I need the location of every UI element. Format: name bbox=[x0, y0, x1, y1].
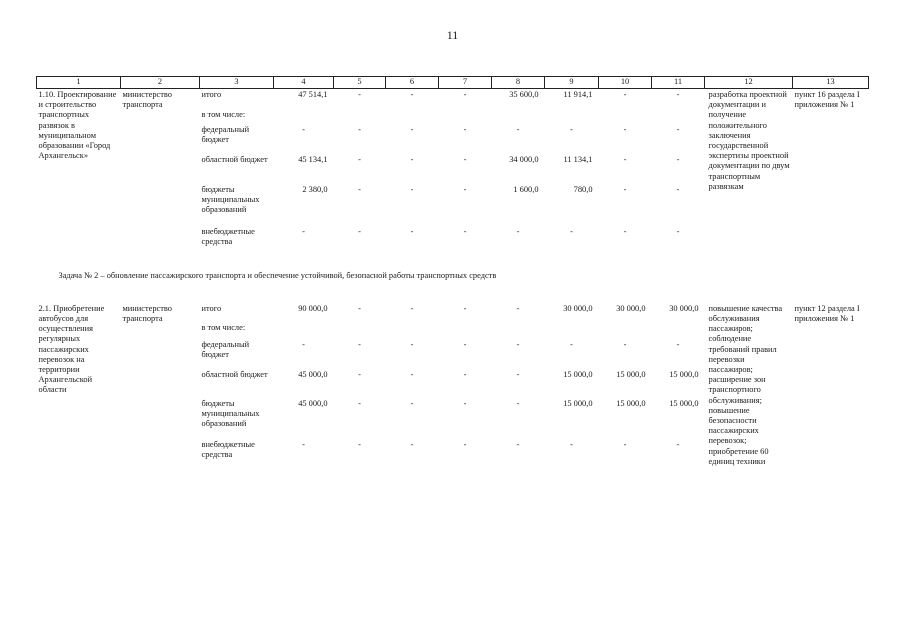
cell-value: - bbox=[463, 303, 467, 313]
cell-value: - bbox=[410, 90, 414, 99]
cell-value: - bbox=[358, 339, 361, 349]
cell-value: - bbox=[463, 339, 467, 349]
cell-value: - bbox=[516, 439, 520, 449]
cell-value bbox=[274, 110, 334, 125]
cell-value: - bbox=[410, 226, 414, 236]
cell-value: - bbox=[676, 184, 680, 194]
cell-value: - bbox=[623, 90, 627, 99]
cell-value: 780,0 bbox=[573, 184, 593, 194]
col-header-4: 4 bbox=[274, 77, 334, 89]
funding-source: федеральный бюджет bbox=[201, 124, 250, 144]
cell-value: - bbox=[302, 439, 305, 449]
cell-value: 15 000,0 bbox=[669, 369, 699, 379]
funding-source: итого bbox=[201, 303, 222, 313]
funding-source: в том числе: bbox=[201, 109, 246, 119]
cell-value: - bbox=[623, 184, 627, 194]
col-header-5: 5 bbox=[334, 77, 386, 89]
cell-value: - bbox=[302, 226, 305, 236]
table-row bbox=[37, 303, 869, 323]
task-heading-row bbox=[37, 253, 869, 303]
col-header-8: 8 bbox=[492, 77, 545, 89]
cell-value: 45 000,0 bbox=[298, 369, 328, 379]
table-row bbox=[37, 89, 869, 110]
cell-value bbox=[599, 110, 652, 125]
cell-value: 15 000,0 bbox=[616, 398, 646, 408]
funding-source: областной бюджет bbox=[201, 369, 268, 379]
executor: министерство транспорта bbox=[122, 303, 172, 323]
executor: министерство транспорта bbox=[122, 90, 172, 110]
cell-value: - bbox=[676, 90, 680, 99]
cell-value: - bbox=[676, 439, 680, 449]
col-header-6: 6 bbox=[386, 77, 439, 89]
block-1-10 bbox=[37, 89, 869, 253]
cell-value: - bbox=[623, 154, 627, 164]
cell-value: - bbox=[410, 303, 414, 313]
funding-source: бюджеты муниципальных образований bbox=[201, 398, 260, 429]
cell-value: 47 514,1 bbox=[298, 90, 328, 99]
col-header-11: 11 bbox=[652, 77, 705, 89]
cell-value bbox=[545, 110, 599, 125]
cell-value: - bbox=[516, 303, 520, 313]
cell-value: - bbox=[410, 439, 414, 449]
cell-value: - bbox=[410, 124, 414, 134]
col-header-9: 9 bbox=[545, 77, 599, 89]
cell-value: - bbox=[410, 369, 414, 379]
cell-value: - bbox=[516, 369, 520, 379]
col-header-1: 1 bbox=[37, 77, 121, 89]
page-number: 11 bbox=[446, 28, 459, 42]
cell-value: 90 000,0 bbox=[298, 303, 328, 313]
cell-value: - bbox=[302, 339, 305, 349]
cell-value: 15 000,0 bbox=[563, 398, 593, 408]
cell-value bbox=[439, 110, 492, 125]
cell-value: - bbox=[463, 90, 467, 99]
cell-value: - bbox=[463, 184, 467, 194]
cell-value: - bbox=[358, 303, 361, 313]
cell-value: 35 600,0 bbox=[509, 90, 539, 99]
cell-value: 2 380,0 bbox=[302, 184, 328, 194]
funding-source: бюджеты муниципальных образований bbox=[201, 184, 260, 214]
cell-value: - bbox=[463, 369, 467, 379]
cell-value: - bbox=[463, 398, 467, 408]
cell-value: - bbox=[570, 124, 573, 134]
cell-value: 30 000,0 bbox=[669, 303, 699, 313]
cell-value: - bbox=[410, 154, 414, 164]
measure-name: 1.10. Проектирование и строительство транспортных развязок в муниципальном образовании «Город Архангельск» bbox=[38, 90, 117, 161]
cell-value: 30 000,0 bbox=[563, 303, 593, 313]
cell-value bbox=[492, 323, 545, 340]
cell-value: - bbox=[623, 226, 627, 236]
cell-value bbox=[386, 323, 439, 340]
funding-source: областной бюджет bbox=[201, 154, 268, 164]
cell-value: - bbox=[516, 124, 520, 134]
cell-value bbox=[492, 110, 545, 125]
cell-value: 15 000,0 bbox=[563, 369, 593, 379]
expected-result: разработка проектной документации и получение положительного заключения государственной экспертизы проектной документации по двум транспортным развязкам bbox=[708, 90, 790, 191]
funding-source: в том числе: bbox=[201, 322, 246, 332]
cell-value: - bbox=[410, 398, 414, 408]
cell-value bbox=[334, 323, 386, 340]
cell-value bbox=[545, 323, 599, 340]
cell-value: - bbox=[410, 339, 414, 349]
cell-value: 30 000,0 bbox=[616, 303, 646, 313]
cell-value: - bbox=[676, 154, 680, 164]
cell-value: - bbox=[358, 369, 361, 379]
col-header-12: 12 bbox=[705, 77, 793, 89]
cell-value: 11 134,1 bbox=[563, 154, 593, 164]
col-header-13: 13 bbox=[793, 77, 869, 89]
cell-value: - bbox=[463, 124, 467, 134]
cell-value: - bbox=[676, 124, 680, 134]
cell-value: - bbox=[623, 339, 627, 349]
cell-value: - bbox=[676, 226, 680, 236]
cell-value: 15 000,0 bbox=[616, 369, 646, 379]
funding-source: внебюджетные средства bbox=[201, 439, 255, 459]
cell-value: - bbox=[358, 154, 361, 164]
cell-value: 45 134,1 bbox=[298, 154, 328, 164]
cell-value: - bbox=[570, 439, 573, 449]
col-header-10: 10 bbox=[599, 77, 652, 89]
reference: пункт 16 раздела I приложения № 1 bbox=[794, 90, 860, 110]
cell-value bbox=[274, 323, 334, 340]
funding-source: итого bbox=[201, 90, 222, 99]
program-table bbox=[36, 76, 869, 502]
cell-value bbox=[439, 323, 492, 340]
col-header-2: 2 bbox=[121, 77, 200, 89]
block-2-1 bbox=[37, 303, 869, 502]
header-row bbox=[37, 77, 869, 89]
col-header-7: 7 bbox=[439, 77, 492, 89]
cell-value: - bbox=[676, 339, 680, 349]
cell-value: - bbox=[570, 339, 573, 349]
cell-value: - bbox=[623, 439, 627, 449]
col-header-3: 3 bbox=[200, 77, 274, 89]
reference: пункт 12 раздела I приложения № 1 bbox=[794, 303, 860, 323]
measure-name: 2.1. Приобретение автобусов для осуществления регулярных пассажирских перевозок на территории Архангельской области bbox=[38, 303, 105, 395]
cell-value: - bbox=[516, 339, 520, 349]
cell-value: - bbox=[358, 439, 361, 449]
cell-value: 34 000,0 bbox=[509, 154, 539, 164]
funding-source: федеральный бюджет bbox=[201, 339, 250, 359]
cell-value: 45 000,0 bbox=[298, 398, 328, 408]
cell-value bbox=[652, 110, 705, 125]
cell-value: 11 914,1 bbox=[563, 90, 593, 99]
cell-value bbox=[652, 323, 705, 340]
cell-value: - bbox=[463, 439, 467, 449]
cell-value: - bbox=[516, 398, 520, 408]
cell-value: - bbox=[358, 226, 361, 236]
cell-value: - bbox=[570, 226, 573, 236]
task-2-section bbox=[37, 253, 869, 303]
cell-value: - bbox=[358, 184, 361, 194]
cell-value bbox=[386, 110, 439, 125]
cell-value: - bbox=[358, 398, 361, 408]
cell-value: - bbox=[358, 90, 361, 99]
cell-value bbox=[334, 110, 386, 125]
cell-value: - bbox=[623, 124, 627, 134]
cell-value: - bbox=[463, 226, 467, 236]
cell-value: - bbox=[358, 124, 361, 134]
cell-value: - bbox=[463, 154, 467, 164]
cell-value: 1 600,0 bbox=[513, 184, 539, 194]
cell-value bbox=[599, 323, 652, 340]
funding-source: внебюджетные средства bbox=[201, 226, 255, 246]
task-heading: Задача № 2 – обновление пассажирского транспорта и обеспечение устойчивой, безопасной работы транспортных средств bbox=[58, 270, 497, 280]
cell-value: - bbox=[516, 226, 520, 236]
cell-value: 15 000,0 bbox=[669, 398, 699, 408]
cell-value: - bbox=[302, 124, 305, 134]
expected-result: повышение качества обслуживания пассажиров; соблюдение требований правил перевозки пассажиров; расширение зон транспортного обслуживания; повышение безопасности пассажирских перевозок; приобретение 60 единиц техники bbox=[708, 303, 783, 466]
cell-value: - bbox=[410, 184, 414, 194]
